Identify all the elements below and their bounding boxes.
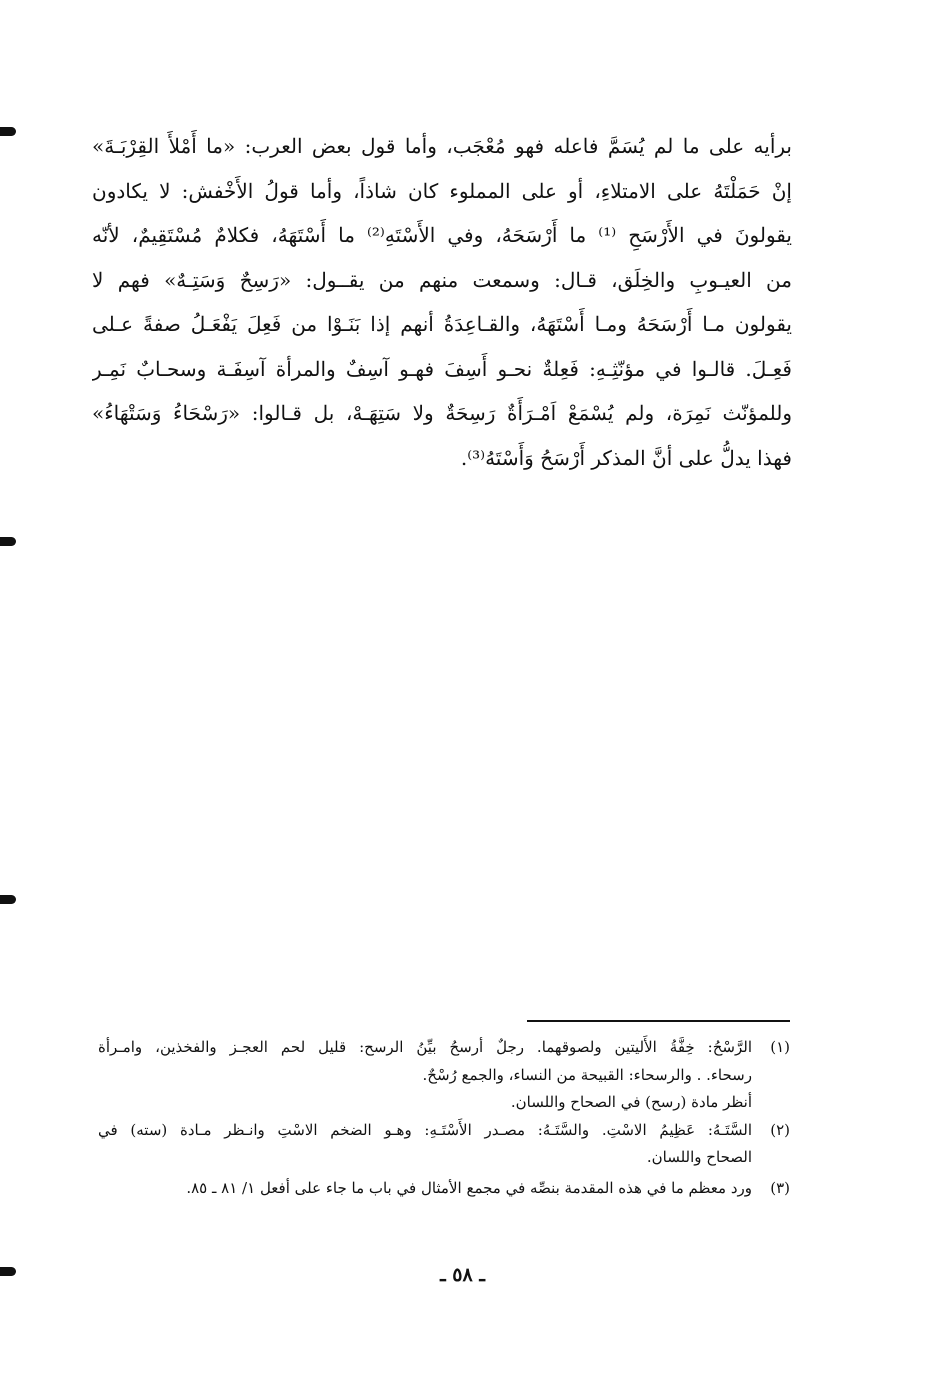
footnote-3 <box>98 1175 790 1203</box>
footnote-body <box>98 1175 752 1203</box>
text-line: فهذا يدلُّ على أنَّ المذكر أَرْسَحُ وَأَسْتَهُ⁽³⁾. <box>460 445 792 470</box>
footnote-line: ورد معظم ما في هذه المقدمة بنصِّه في مجمع الأمثال في باب ما جاء على أفعل ١/ ٨١ ـ ٨٥. <box>186 1178 752 1197</box>
binding-mark <box>0 537 16 546</box>
footnote-body <box>98 1117 752 1172</box>
text-line: إنْ حَمَلْتَهُ على الامتلاءِ، أو على المملوء كان شاذاً، وأما قولُ الأَخْفش: لا يكادون <box>92 178 792 203</box>
footnote-number: (٣) <box>770 1178 790 1197</box>
footnote-line: رسحاء. . والرسحاء: القبيحة من النساء، والجمع رُسْحٌ. <box>422 1065 752 1084</box>
main-text-paragraph <box>92 124 792 480</box>
footnote-separator <box>527 1020 790 1022</box>
binding-mark <box>0 895 16 904</box>
text-line: يقولونَ في الأَرْسَحِ ⁽¹⁾ ما أَرْسَحَهُ، وفي الأَسْتَهِ⁽²⁾ ما أَسْتَهَهُ، فكلامٌ مُسْتَقِيمٌ، لأنّه <box>92 223 792 247</box>
text-line: برأيه على ما لم يُسَمَّ فاعله فهو مُعْجَب، وأما قول بعض العرب: «ما أَمْلأَ القِرْبَـةَ» <box>92 134 792 158</box>
footnote-number: (٢) <box>770 1120 790 1139</box>
binding-mark <box>0 127 16 136</box>
footnote-line: أنظر مادة (رسح) في الصحاح واللسان. <box>510 1093 752 1112</box>
page-number: ـ ٥٨ ـ <box>440 1264 485 1286</box>
footnote-1 <box>98 1034 790 1117</box>
footnote-2 <box>98 1117 790 1172</box>
footnote-body <box>98 1034 752 1117</box>
footnote-line: الرَّسْحُ: خِفَّةُ الأَليتين ولصوقهما. رجلٌ أرسحُ بيِّنُ الرسح: قليل لحم العجـز والفخذين، وامـرأة <box>98 1038 752 1056</box>
footnote-number: (١) <box>770 1038 790 1056</box>
text-line: من العيـوبِ والخِلَق، قـال: وسمعت منهم من يقــول: «رَسِحٌ وَسَتِـهٌ» فهم لا <box>92 267 792 292</box>
text-line: يقولون مـا أَرْسَحَهُ ومـا أَسْتَهَهُ، والقـاعِدَةُ أنهم إذا بَنَـوْا من فَعِلَ يَفْعَـلُ صفةً عـلى <box>92 312 792 336</box>
footnote-line: الصحاح واللسان. <box>646 1148 752 1167</box>
text-line: وللمؤنّث نَمِرَة، ولم يُسْمَعْ اَمْـرَأَةٌ رَسِحَةٌ ولا سَتِهَـهْ، بل قـالوا: «رَسْحَاءُ وَسَتْهَاءُ» <box>92 401 792 425</box>
text-line: فَعِـلَ. قالـوا في مؤنّثِـهِ: فَعِلةٌ نحـو أَسِفَ فهـو آسِفٌ والمرأة آسِفَـة وسحـابٌ نَمِـر <box>92 356 792 381</box>
footnote-line: السَّتَـهُ: عَظِيمُ الاسْتِ. والسَّتَـهُ: مصـدر الأَسْتَـهِ: وهـو الضخم الاسْتِ وانـظر مـادة (سته) في <box>98 1120 752 1139</box>
footnotes-list <box>98 1034 790 1203</box>
